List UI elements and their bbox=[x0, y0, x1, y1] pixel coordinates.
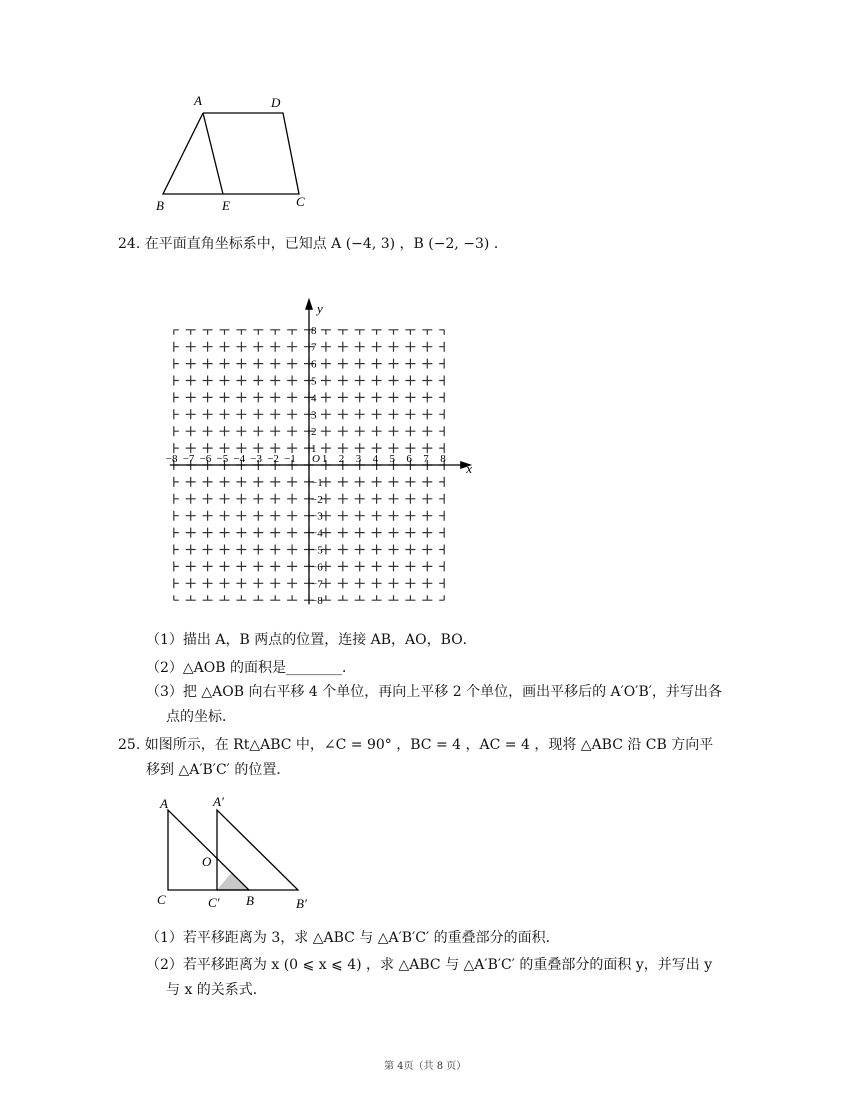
x-tick-label: 8 bbox=[440, 453, 446, 465]
label-B-prime: B′ bbox=[296, 896, 307, 911]
y-tick-label: 3 bbox=[311, 409, 317, 422]
label-C: C bbox=[157, 892, 166, 907]
y-tick-label: 6 bbox=[311, 358, 317, 371]
question-24-stem: 24. 在平面直角坐标系中，已知点 A (−4, 3) ，B (−2, −3) ． bbox=[118, 236, 508, 252]
label-A-prime: A′ bbox=[213, 794, 224, 809]
y-tick-label: 5 bbox=[311, 375, 317, 388]
x-tick-label: 2 bbox=[338, 453, 345, 465]
label-A: A bbox=[160, 796, 168, 811]
x-tick-label: −2 bbox=[267, 453, 279, 465]
y-tick-label: 1 bbox=[311, 443, 317, 456]
coordinate-grid bbox=[150, 265, 490, 620]
y-axis-arrow bbox=[305, 298, 313, 310]
figure-25-triangles bbox=[150, 792, 330, 912]
question-25-stem-line2: 移到 △A′B′C′ 的位置． bbox=[146, 762, 291, 778]
label-C-prime: C′ bbox=[208, 895, 220, 910]
label-C: C bbox=[296, 194, 305, 209]
x-tick-label: −8 bbox=[165, 453, 178, 465]
x-tick-label: 4 bbox=[372, 453, 379, 465]
y-tick-label: −3 bbox=[311, 510, 323, 523]
x-tick-label: −3 bbox=[250, 453, 263, 465]
x-tick-label: −7 bbox=[182, 453, 195, 465]
y-tick-label: −2 bbox=[311, 493, 323, 506]
question-25-sub2-line2: 与 x 的关系式． bbox=[166, 982, 267, 998]
x-tick-label: −6 bbox=[199, 453, 212, 465]
figure-23-trapezoid bbox=[150, 90, 320, 215]
y-tick-label: −8 bbox=[311, 595, 323, 608]
label-A: A bbox=[194, 93, 202, 108]
y-tick-label: −5 bbox=[311, 544, 323, 557]
y-tick-label: 4 bbox=[311, 392, 317, 405]
x-tick-label: 1 bbox=[321, 453, 328, 465]
question-24-sub1: （1）描出 A，B 两点的位置，连接 AB，AO，BO． bbox=[146, 632, 477, 648]
origin-label: O bbox=[312, 453, 320, 465]
y-tick-label: 7 bbox=[311, 341, 317, 354]
y-tick-label: 8 bbox=[311, 324, 317, 337]
label-E: E bbox=[222, 198, 230, 213]
axis-label-y: y bbox=[317, 300, 323, 316]
page-footer: 第 4页（共 8 页） bbox=[384, 1061, 467, 1072]
x-tick-label: −4 bbox=[233, 453, 246, 465]
x-tick-label: 6 bbox=[406, 453, 412, 465]
x-tick-label: −5 bbox=[216, 453, 229, 465]
y-tick-label: 2 bbox=[311, 426, 317, 439]
label-B: B bbox=[156, 198, 164, 213]
y-tick-label: −7 bbox=[311, 578, 323, 591]
axis-label-x: x bbox=[466, 461, 472, 476]
y-tick-label: −6 bbox=[311, 561, 323, 574]
x-tick-label: 7 bbox=[423, 453, 429, 465]
y-tick-label: −4 bbox=[311, 527, 323, 540]
question-25-stem-line1: 25. 如图所示，在 Rt△ABC 中，∠C = 90° ，BC = 4 ，AC = 4 ，现将 △ABC 沿 CB 方向平 bbox=[118, 737, 714, 753]
label-B: B bbox=[246, 893, 254, 908]
x-tick-label: 5 bbox=[389, 453, 395, 465]
y-tick-label: −1 bbox=[311, 476, 323, 489]
question-24-sub3-line1: （3）把 △AOB 向右平移 4 个单位，再向上平移 2 个单位，画出平移后的 A′O′B′，并写出各 bbox=[146, 684, 722, 700]
x-tick-label: 3 bbox=[355, 453, 362, 465]
question-25-sub1: （1）若平移距离为 3，求 △ABC 与 △A′B′C′ 的重叠部分的面积． bbox=[146, 930, 560, 946]
label-O: O bbox=[202, 854, 212, 869]
label-D: D bbox=[271, 95, 281, 110]
question-25-sub2-line1: （2）若平移距离为 x (0 ⩽ x ⩽ 4) ，求 △ABC 与 △A′B′C′ 的重叠部分的面积 y，并写出 y bbox=[146, 957, 713, 973]
question-24-sub3-line2: 点的坐标． bbox=[166, 709, 236, 725]
question-24-sub2: （2）△AOB 的面积是________． bbox=[146, 660, 356, 676]
x-tick-label: −1 bbox=[284, 453, 296, 465]
